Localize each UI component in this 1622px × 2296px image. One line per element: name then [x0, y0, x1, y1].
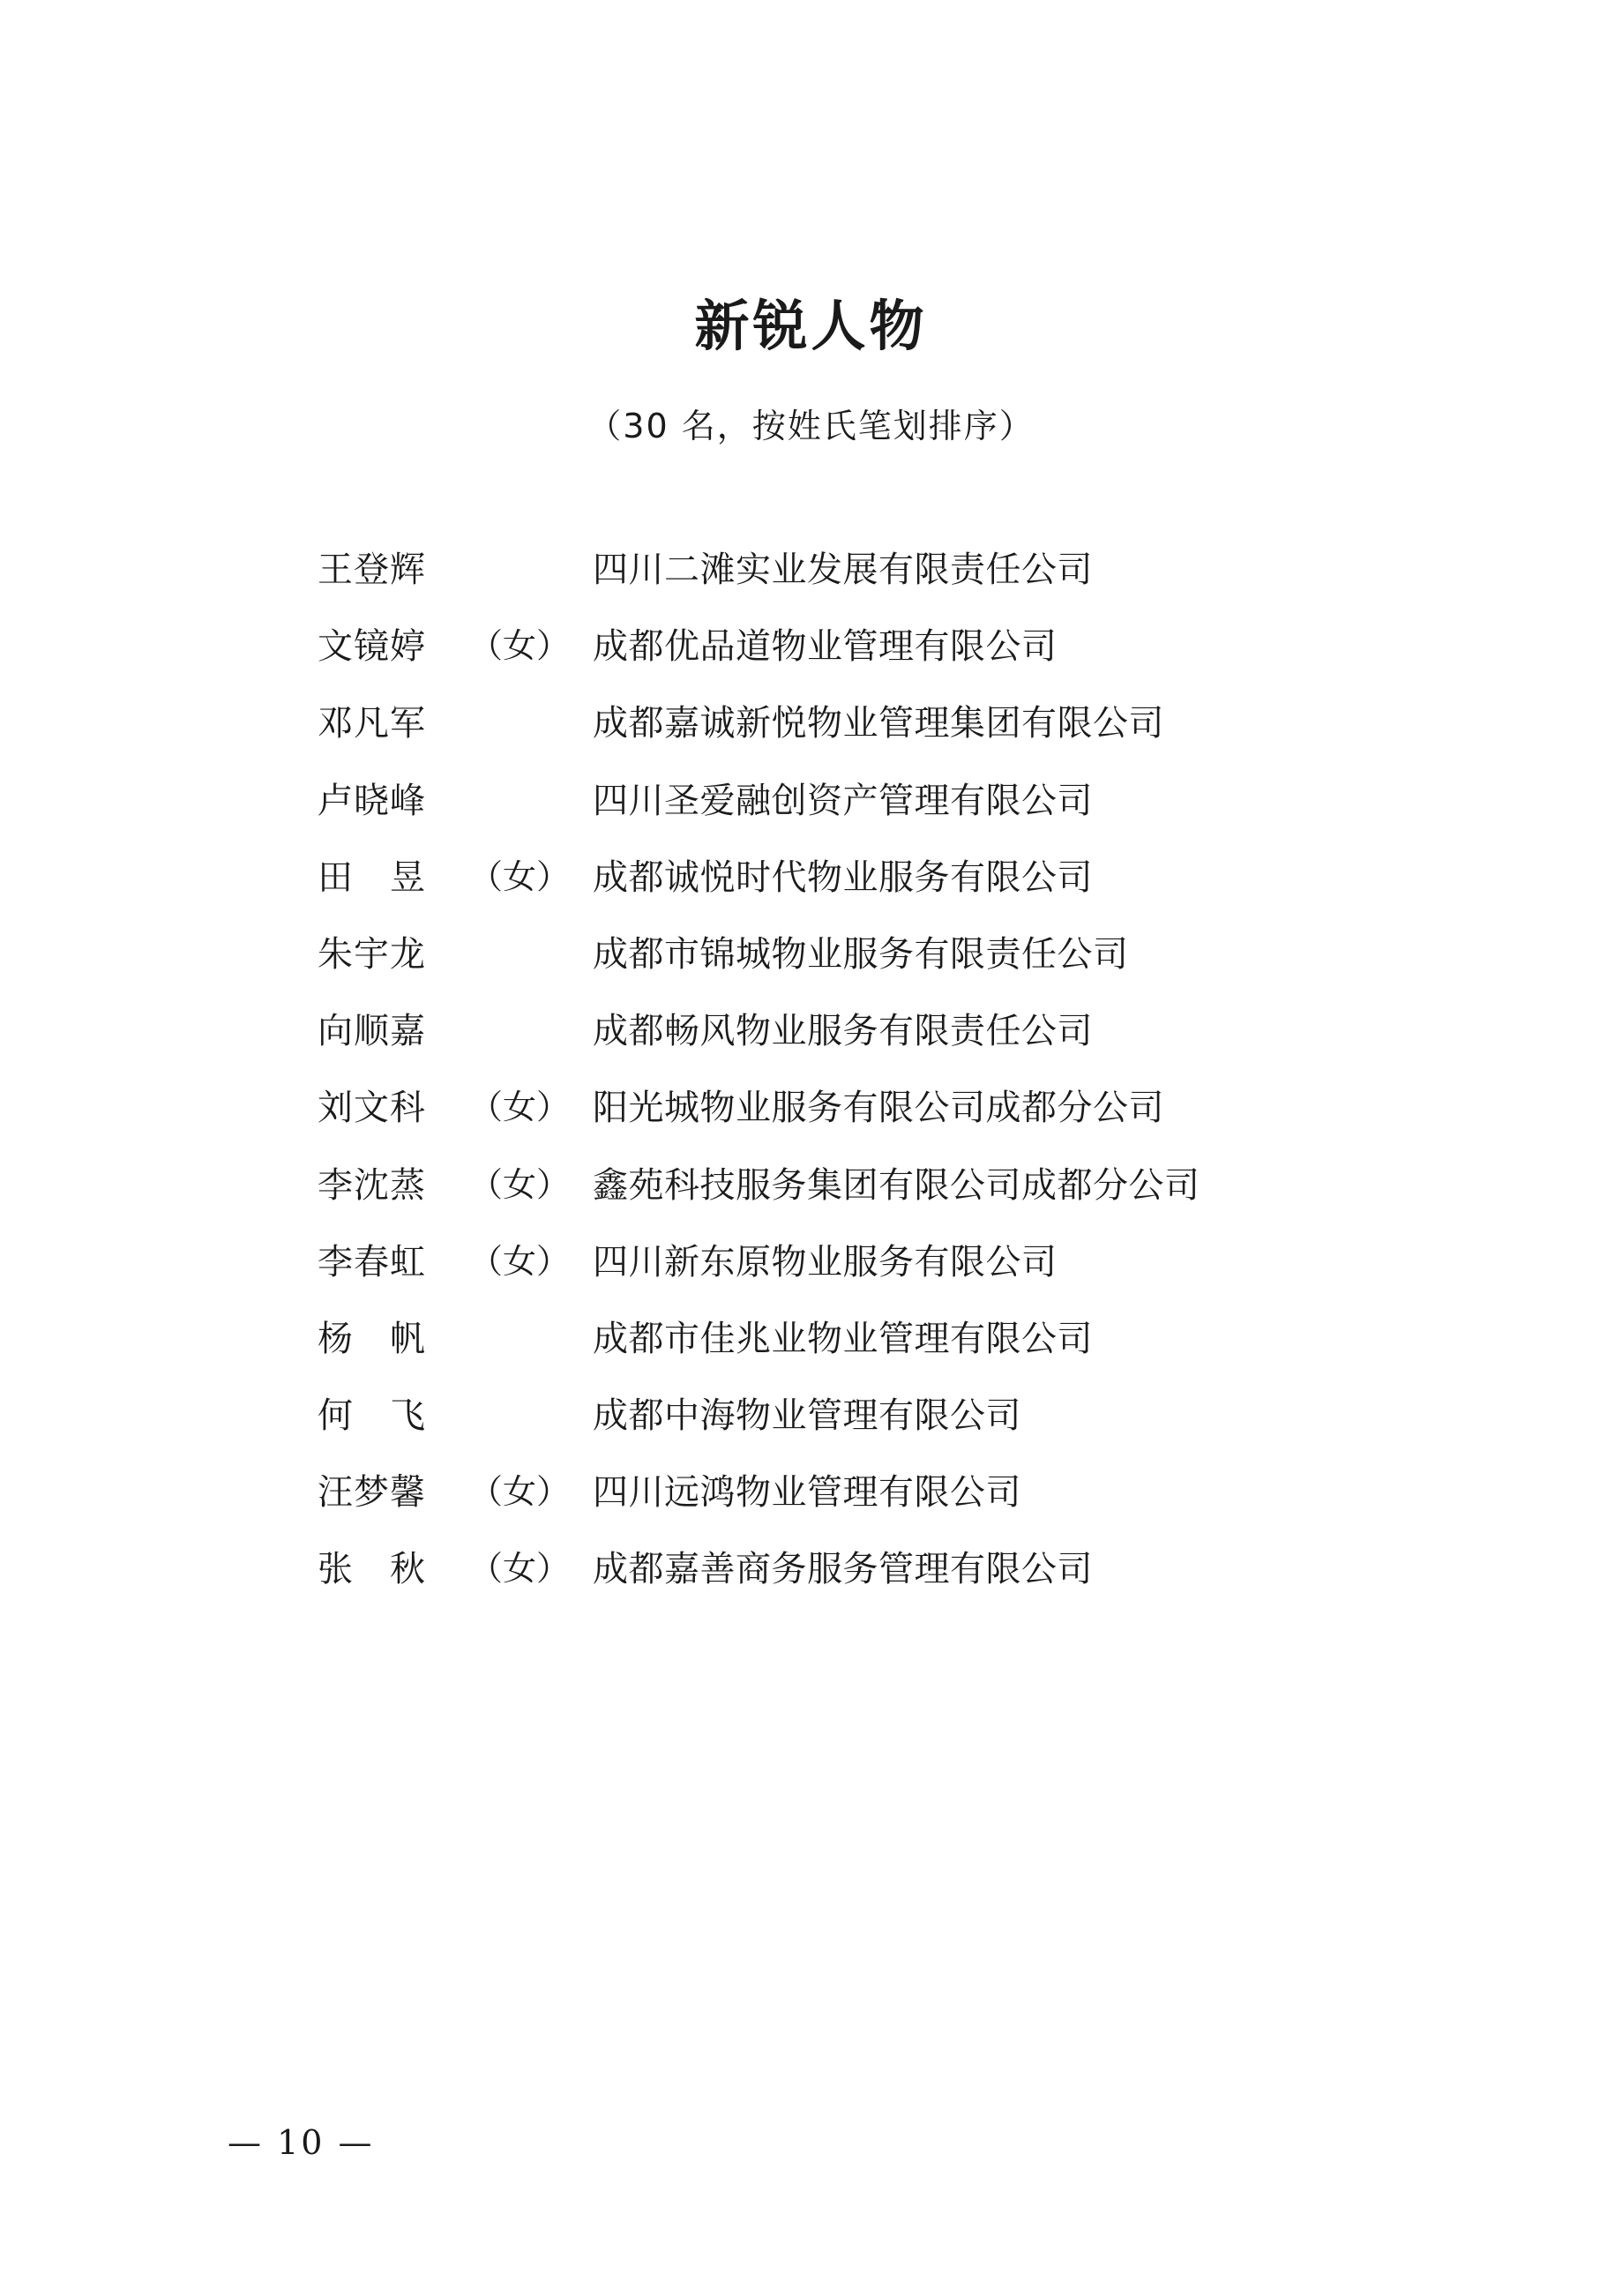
honoree-organization: 阳光城物业服务有限公司成都分公司 [593, 1088, 1164, 1129]
list-item [318, 931, 1376, 978]
honoree-gender: （女） [469, 1164, 571, 1204]
list-item [318, 1085, 1376, 1132]
honoree-organization: 成都优品道物业管理有限公司 [593, 626, 1058, 668]
honoree-name: 刘文科 [318, 1088, 426, 1129]
honoree-name: 邓凡军 [318, 703, 426, 744]
list-item [318, 778, 1376, 825]
page-number: — 10 — [228, 2123, 375, 2162]
list-item [318, 1316, 1376, 1363]
honoree-name: 杨 帆 [318, 1318, 426, 1359]
list-item [318, 1008, 1376, 1055]
list-item [318, 624, 1376, 670]
honoree-gender: （女） [469, 1549, 571, 1589]
honoree-name: 朱宇龙 [318, 933, 426, 975]
honoree-name: 卢晓峰 [318, 780, 426, 821]
honoree-gender: （女） [469, 1472, 571, 1512]
honoree-list [318, 547, 1376, 1624]
honoree-organization: 成都中海物业管理有限公司 [593, 1395, 1021, 1437]
honoree-organization: 成都市佳兆业物业管理有限公司 [593, 1318, 1093, 1359]
honoree-organization: 四川远鸿物业管理有限公司 [593, 1472, 1021, 1514]
honoree-organization: 成都嘉善商务服务管理有限公司 [593, 1549, 1093, 1590]
honoree-name: 向顺嘉 [318, 1011, 426, 1052]
honoree-name: 张 秋 [318, 1549, 426, 1590]
honoree-organization: 成都畅风物业服务有限责任公司 [593, 1011, 1093, 1052]
honoree-organization: 四川二滩实业发展有限责任公司 [593, 550, 1093, 590]
honoree-gender: （女） [469, 1088, 571, 1127]
list-item [318, 855, 1376, 901]
list-item [318, 1163, 1376, 1209]
honoree-organization: 成都市锦城物业服务有限责任公司 [593, 933, 1129, 975]
page-title: 新锐人物 [694, 294, 928, 358]
honoree-name: 何 飞 [318, 1395, 426, 1437]
honoree-gender: （女） [469, 1241, 571, 1281]
list-item [318, 1393, 1376, 1440]
honoree-name: 田 昱 [318, 856, 426, 898]
honoree-name: 李春虹 [318, 1241, 426, 1283]
list-item [318, 547, 1376, 594]
list-item [318, 700, 1376, 747]
list-item [318, 1239, 1376, 1286]
honoree-organization: 鑫苑科技服务集团有限公司成都分公司 [593, 1164, 1200, 1206]
honoree-organization: 四川圣爱融创资产管理有限公司 [593, 780, 1093, 821]
honoree-gender: （女） [469, 626, 571, 666]
honoree-name: 文镜婷 [318, 626, 426, 668]
honoree-organization: 成都诚悦时代物业服务有限公司 [593, 856, 1093, 898]
honoree-name: 汪梦馨 [318, 1472, 426, 1514]
honoree-organization: 四川新东原物业服务有限公司 [593, 1241, 1058, 1283]
list-item [318, 1470, 1376, 1516]
list-item [318, 1546, 1376, 1593]
honoree-organization: 成都嘉诚新悦物业管理集团有限公司 [593, 703, 1164, 744]
honoree-gender: （女） [469, 856, 571, 896]
page-subtitle: （30 名，按姓氏笔划排序） [587, 407, 1035, 445]
honoree-name: 王登辉 [318, 550, 426, 590]
honoree-name: 李沈蒸 [318, 1164, 426, 1206]
